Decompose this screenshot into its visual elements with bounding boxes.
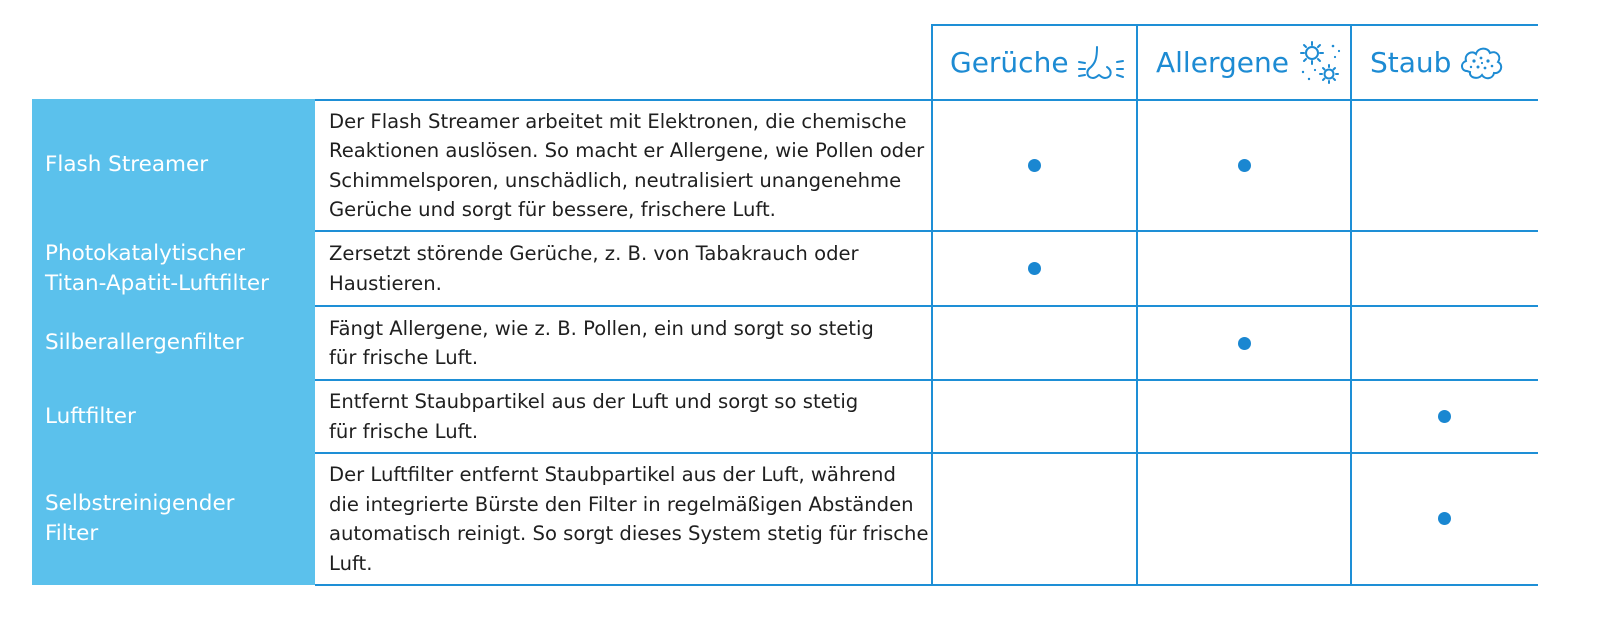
row-description: Der Flash Streamer arbeitet mit Elektronen, die chemische Reaktionen auslösen. So macht er Allergene, wie Pollen oder Schimmelsporen, unschädlich, neutralisiert unangenehme Gerüche und sorgt für bessere, frischere Luft. [329, 109, 925, 221]
indicator-dot-staub [1438, 512, 1451, 525]
row-description: Zersetzt störende Gerüche, z. B. von Tabakrauch oder Haustieren. [329, 242, 859, 295]
column-divider [931, 24, 933, 586]
row-label-photokatalytischer-filter: Photokatalytischer Titan-Apatit-Luftfilter [32, 231, 315, 306]
column-header-label: Staub [1370, 46, 1452, 79]
row-description: Der Luftfilter entfernt Staubpartikel aus der Luft, während die integrierte Bürste den Filter in regelmäßigen Abständen automatisch reinigt. So sorgt dieses System stetig für frische Luft. [329, 463, 929, 575]
indicator-dot-staub [1438, 410, 1451, 423]
sun-particles-icon [1295, 39, 1343, 87]
indicator-dot-geruche [1028, 159, 1041, 172]
row-label-silberallergenfilter: Silberallergenfilter [32, 306, 315, 380]
row-label-luftfilter: Luftfilter [32, 380, 315, 453]
dust-cloud-icon [1457, 41, 1507, 85]
row-description: Fängt Allergene, wie z. B. Pollen, ein und sorgt so stetig für frische Luft. [329, 316, 874, 369]
row-label-selbstreinigender-filter: Selbstreinigender Filter [32, 453, 315, 585]
column-header-staub [1370, 25, 1507, 100]
row-label-flash-streamer: Flash Streamer [32, 99, 315, 231]
table-bottom-rule [315, 584, 1538, 586]
column-divider [1350, 24, 1352, 586]
column-header-geruche [950, 25, 1127, 100]
column-header-allergene [1156, 25, 1343, 100]
column-divider [1136, 24, 1138, 586]
row-description: Entfernt Staubpartikel aus der Luft und sorgt so stetig für frische Luft. [329, 390, 859, 443]
column-header-label: Gerüche [950, 46, 1069, 79]
nose-icon [1075, 43, 1127, 83]
indicator-dot-geruche [1028, 262, 1041, 275]
column-header-label: Allergene [1156, 46, 1289, 79]
indicator-dot-allergene [1238, 337, 1251, 350]
indicator-dot-allergene [1238, 159, 1251, 172]
